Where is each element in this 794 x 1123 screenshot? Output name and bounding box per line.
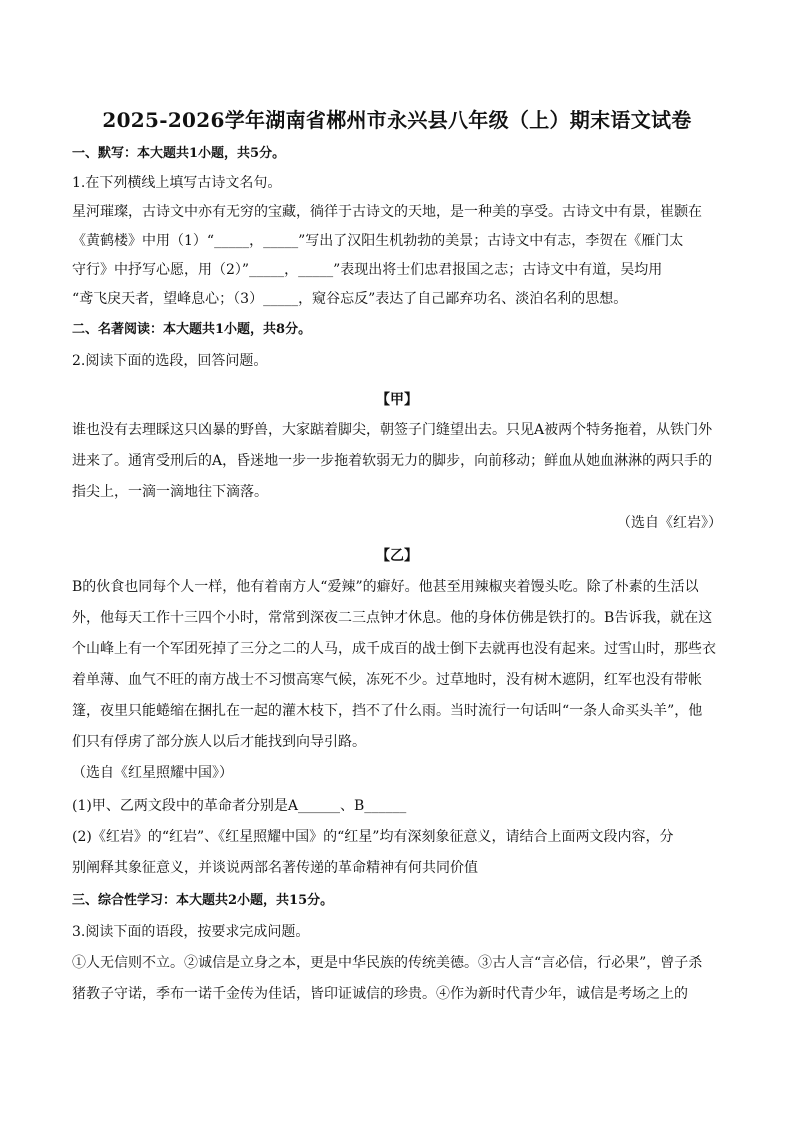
passage-a-label: 【甲】 (376, 392, 418, 408)
passage-b-line-4: 着单薄、血气不旺的南方战士不习惯高寒气候，冻死不少。过草地时，没有树木遮阴，红军也没有带帐 (72, 672, 702, 688)
passage-a-line-1: 谁也没有去理睬这只凶暴的野兽，大家踮着脚尖，朝签子门缝望出去。只见A被两个特务拖着，从铁门外 (72, 422, 713, 438)
passage-b-line-3: 个山峰上有一个军团死掉了三分之二的人马，成千成百的战士倒下去就再也没有起来。过雪山时，那些衣 (72, 641, 716, 657)
q3-text-line-2: 猪教子守诺，季布一诺千金传为佳话，皆印证诚信的珍贵。④作为新时代青少年，诚信是考场之上的 (72, 986, 688, 1002)
q1-text-line-1: 星河璀璨，古诗文中亦有无穷的宝藏，徜徉于古诗文的天地，是一种美的享受。古诗文中有景，崔颢在 (72, 204, 702, 220)
passage-a-line-2: 进来了。通宵受刑后的A，昏迷地一步一步拖着软弱无力的脚步，向前移动；鲜血从她血淋淋的两只手的 (72, 453, 713, 469)
q1-text-line-4: “鸢飞戾天者，望峰息心；（3）_____，窥谷忘反”表达了自己鄙弃功名、淡泊名利的思想。 (72, 291, 628, 307)
passage-b-label: 【乙】 (376, 548, 418, 564)
section-heading-dictation: 一、默写：本大题共1小题，共5分。 (72, 146, 286, 161)
section-heading-comprehensive: 三、综合性学习：本大题共2小题，共15分。 (72, 893, 334, 908)
section-heading-classics: 二、名著阅读：本大题共1小题，共8分。 (72, 322, 312, 337)
passage-b-line-2: 外，他每天工作十三四个小时，常常到深夜二三点钟才休息。他的身体仿佛是铁打的。B告诉我，就在这 (72, 610, 713, 626)
passage-b-line-5: 篷，夜里只能蜷缩在捆扎在一起的灌木枝下，挡不了什么雨。当时流行一句话叫“一条人命买头羊”，他 (72, 703, 703, 719)
q3-text-line-1: ①人无信则不立。②诚信是立身之本，更是中华民族的传统美德。③古人言“言必信，行必果”，曾子杀 (72, 955, 703, 971)
question-3-prompt: 3.阅读下面的语段，按要求完成问题。 (72, 924, 310, 940)
passage-b-line-1: B的伙食也同每个人一样，他有着南方人“爱辣”的癖好。他甚至用辣椒夹着馒头吃。除了朴素的生活以 (72, 579, 699, 595)
q1-text-line-3: 守行》中抒写心愿，用（2）”_____，_____”表现出将士们忠君报国之志；古诗文中有道，吴均用 (72, 262, 663, 278)
passage-a-line-3: 指尖上，一滴一滴地往下滴落。 (72, 484, 268, 500)
question-1-prompt: 1.在下列横线上填写古诗文名句。 (72, 175, 282, 191)
passage-b-source: （选自《红星照耀中国》） (72, 765, 233, 781)
question-2-prompt: 2.阅读下面的选段，回答问题。 (72, 353, 268, 369)
q2-subquestion-2-line-1: (2)《红岩》的“红岩”、《红星照耀中国》的“红星”均有深刻象征意义，请结合上面两文段内容，分 (72, 829, 674, 845)
exam-title: 2025-2026学年湖南省郴州市永兴县八年级（上）期末语文试卷 (102, 108, 692, 132)
passage-a-source: （选自《红岩》） (617, 515, 722, 531)
q1-text-line-2: 《黄鹤楼》中用（1）“_____，_____”写出了汉阳生机勃勃的美景；古诗文中有志，李贺在《雁门太 (72, 233, 684, 249)
passage-b-line-6: 们只有俘虏了部分族人以后才能找到向导引路。 (72, 734, 366, 750)
q2-subquestion-2-line-2: 别阐释其象征意义，并谈说两部名著传递的革命精神有何共同价值 (72, 860, 478, 876)
q2-subquestion-1: (1)甲、乙两文段中的革命者分别是A______、B______ (72, 798, 407, 814)
